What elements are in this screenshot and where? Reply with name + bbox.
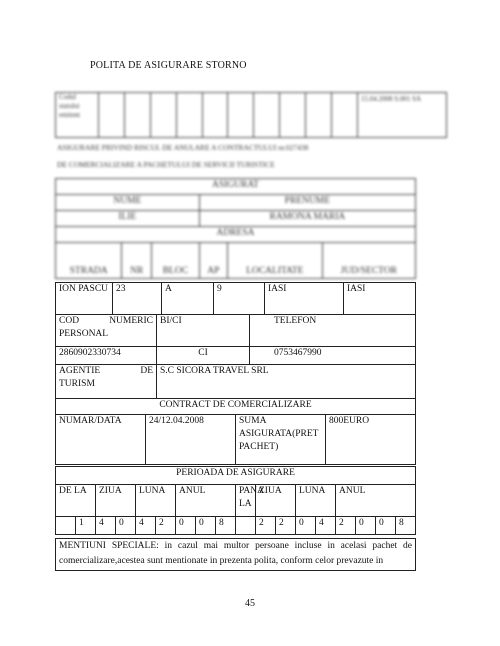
from-digit: 8 bbox=[216, 517, 236, 535]
address-header: ADRESA bbox=[56, 227, 416, 243]
name-label: NUME bbox=[56, 195, 200, 211]
num-date-label: NUMAR/DATA bbox=[56, 415, 146, 465]
col-ap: AP bbox=[199, 243, 227, 279]
until-label: PANA LA bbox=[236, 485, 256, 517]
until-month-label: LUNA bbox=[296, 485, 336, 517]
special-mentions: MENTIUNI SPECIALE: in cazul mai multor persoane incluse in acelasi pachet de comercializare,acestea sunt mentionate in prezenta polita, conform celor prevazute in bbox=[56, 539, 416, 571]
until-digit: 0 bbox=[356, 517, 376, 535]
sum-label: SUMA ASIGURATA(PRET PACHET) bbox=[236, 415, 326, 465]
page-number: 45 bbox=[245, 598, 255, 609]
from-digit: 1 bbox=[76, 517, 96, 535]
street-value: ION PASCU bbox=[56, 283, 113, 315]
agency-label-c: TURISM bbox=[59, 379, 95, 389]
period-header: PERIOADA DE ASIGURARE bbox=[56, 467, 416, 485]
sum-value: 800EURO bbox=[326, 415, 416, 465]
from-digit: 4 bbox=[136, 517, 156, 535]
from-digit: 0 bbox=[176, 517, 196, 535]
col-nr: NR bbox=[122, 243, 152, 279]
from-month-label: LUNA bbox=[136, 485, 176, 517]
cnp-value: 2860902330734 bbox=[56, 347, 157, 365]
empty-cell bbox=[56, 517, 76, 535]
code-box bbox=[332, 93, 358, 138]
code-box bbox=[176, 93, 202, 138]
from-digit: 0 bbox=[116, 517, 136, 535]
issuer-code-grid bbox=[55, 92, 447, 138]
bi-value: CI bbox=[157, 347, 250, 365]
contract-table bbox=[55, 398, 416, 465]
empty-cell bbox=[236, 517, 256, 535]
id-table bbox=[55, 314, 416, 365]
until-day-label: ZIUA bbox=[256, 485, 296, 517]
issue-date-serial: 15.04.2008 S.001 SA bbox=[358, 93, 447, 138]
agency-table bbox=[55, 364, 416, 399]
intro-line-2: DE COMERCIALIZARE A PACHETULUI DE SERVICII TURISTICE bbox=[57, 160, 275, 169]
ap-value: 9 bbox=[214, 283, 265, 315]
until-digit: 2 bbox=[256, 517, 276, 535]
bloc-value: A bbox=[162, 283, 214, 315]
col-county: JUD/SECTOR bbox=[322, 243, 415, 279]
until-digit: 2 bbox=[276, 517, 296, 535]
address-values-table bbox=[55, 282, 416, 315]
code-box bbox=[306, 93, 332, 138]
until-digit: 2 bbox=[336, 517, 356, 535]
locality-value: IASI bbox=[265, 283, 344, 315]
from-digit: 4 bbox=[96, 517, 116, 535]
agency-value: S.C SICORA TRAVEL SRL bbox=[157, 365, 416, 399]
col-street: STRADA bbox=[56, 243, 122, 279]
insured-header: ASIGURAT bbox=[56, 179, 416, 195]
col-locality: LOCALITATE bbox=[227, 243, 322, 279]
phone-label: TELEFON bbox=[250, 315, 416, 347]
code-box bbox=[254, 93, 280, 138]
until-digit: 0 bbox=[376, 517, 396, 535]
firstname-label: PRENUME bbox=[199, 195, 415, 211]
until-digit: 4 bbox=[316, 517, 336, 535]
agency-label bbox=[56, 365, 157, 399]
code-box bbox=[280, 93, 306, 138]
until-digit: 8 bbox=[396, 517, 416, 535]
intro-line-1: ASIGURARE PRIVIND RISCUL DE ANULARE A CONTRACTULUI nr.027438 bbox=[57, 143, 309, 152]
code-box bbox=[150, 93, 176, 138]
name-value: ILIE bbox=[56, 211, 200, 227]
agency-label-a: AGENTIE bbox=[59, 366, 101, 376]
period-table bbox=[55, 466, 416, 535]
from-label: DE LA bbox=[56, 485, 96, 517]
from-digit: 2 bbox=[156, 517, 176, 535]
issuer-code-label: Codul statului emitent bbox=[56, 93, 99, 138]
mentions-table bbox=[55, 538, 416, 571]
code-box bbox=[202, 93, 228, 138]
firstname-value: RAMONA MARIA bbox=[199, 211, 415, 227]
phone-value: 0753467990 bbox=[250, 347, 416, 365]
until-digit: 0 bbox=[296, 517, 316, 535]
nr-value: 23 bbox=[113, 283, 162, 315]
from-year-label: ANUL bbox=[176, 485, 236, 517]
bi-label: BI/CI bbox=[157, 315, 250, 347]
col-bloc: BLOC bbox=[152, 243, 200, 279]
agency-label-b: DE bbox=[140, 366, 153, 376]
county-value: IASI bbox=[344, 283, 416, 315]
code-box bbox=[124, 93, 150, 138]
cnp-label-a: COD bbox=[59, 316, 80, 326]
num-date-value: 24/12.04.2008 bbox=[146, 415, 236, 465]
from-day-label: ZIUA bbox=[96, 485, 136, 517]
cnp-label-c: PERSONAL bbox=[59, 329, 109, 339]
cnp-label-b: NUMERIC bbox=[109, 316, 153, 326]
contract-header: CONTRACT DE COMERCIALIZARE bbox=[56, 399, 416, 415]
code-box bbox=[99, 93, 125, 138]
from-digit: 0 bbox=[196, 517, 216, 535]
code-box bbox=[228, 93, 254, 138]
until-year-label: ANUL bbox=[336, 485, 416, 517]
cnp-label bbox=[56, 315, 157, 347]
insured-table bbox=[55, 178, 416, 279]
document-title: POLITA DE ASIGURARE STORNO bbox=[90, 60, 247, 71]
